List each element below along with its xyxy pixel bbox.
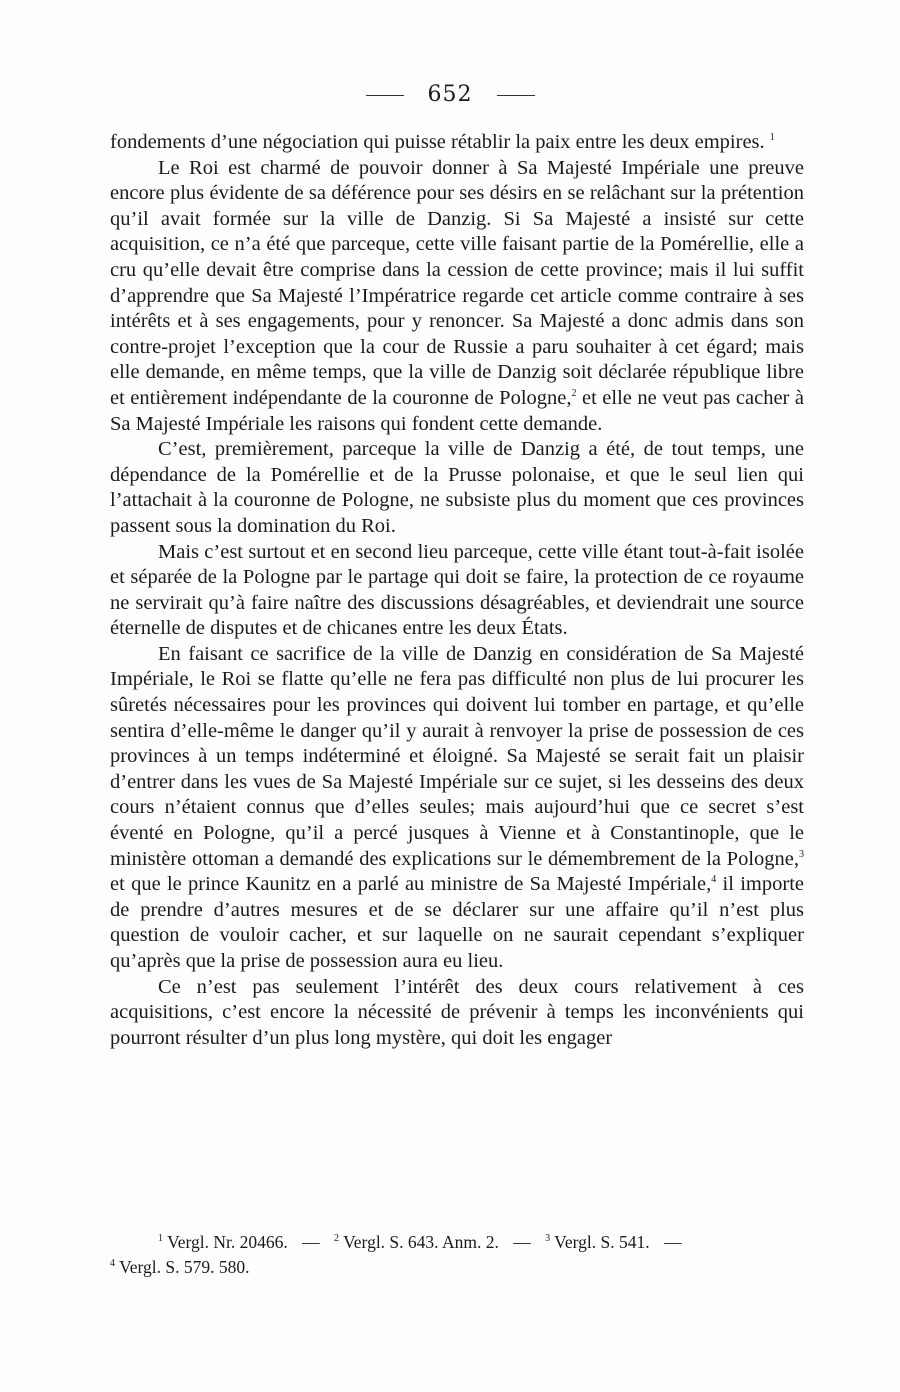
paragraph-0-text: fondements d’une négociation qui puisse rétablir la paix entre les deux empires.: [110, 131, 765, 153]
paragraph-1: [110, 156, 804, 438]
paragraph-2: [110, 437, 804, 539]
paragraph-1-text-a: Le Roi est charmé de pouvoir donner à Sa Majesté Impériale une preuve encore plus évidente de sa déférence pour ses désirs en se relâchant sur la prétention qu’il avait formée sur la ville de Danzig. Si Sa Majesté a insisté sur cette acquisition, ce n’a été que parceque, cette ville faisant partie de la Pomérellie, elle a cru qu’elle devait être comprise dans la cession de cette province; mais il lui suffit d’apprendre que Sa Majesté l’Impératrice regarde cet article comme contraire à ses intérêts et à ses engagements, pour y renoncer. Sa Majesté a donc admis dans son contre-projet l’exception que la cour de Russie a paru souhaiter à cet égard; mais elle demande, en même temps, que la ville de Danzig soit déclarée république libre et entièrement indépendante de la couronne de Pologne,: [110, 156, 804, 409]
footnote-ref-2: 2: [571, 388, 577, 400]
paragraph-3: [110, 540, 804, 642]
paragraph-5: [110, 975, 804, 1052]
footnote-separator: —: [513, 1232, 531, 1252]
paragraph-4-text-a: En faisant ce sacrifice de la ville de Danzig en considération de Sa Majesté Impériale, le Roi se flatte qu’elle ne fera pas difficulté non plus de lui procurer les sûretés nécessaires pour les provinces qui doivent lui tomber en partage, et qu’elle sentira d’elle-même le danger qu’il y aurait à renvoyer la prise de possession de ces provinces à un temps indéterminé et éloigné. Sa Majesté se serait fait un plaisir d’entrer dans les vues de Sa Majesté Impériale sur ce sujet, si les desseins des deux cours n’étaient connus que d’elles seules; mais aujourd’hui que ce secret s’est éventé en Pologne, qu’il a percé jusques à Vienne et à Constantinople, que le ministère ottoman a demandé des explications sur le démembrement de la Pologne,: [110, 642, 804, 870]
paragraph-0: [110, 130, 804, 156]
footnotes: [110, 1230, 804, 1280]
footnote-ref-3: 3: [799, 848, 804, 860]
page-header: [0, 82, 900, 107]
footnote-mark-2: 2: [334, 1233, 340, 1245]
footnote-1: Vergl. Nr. 20466.: [167, 1232, 288, 1252]
footnote-4: Vergl. S. 579. 580.: [119, 1257, 250, 1277]
body-text: [110, 130, 804, 1051]
paragraph-5-text: Ce n’est pas seulement l’intérêt des deux cours relativement à ces acquisitions, c’est encore la nécessité de prévenir à temps les inconvénients qui pourront résulter d’un plus long mystère, qui doit les engager: [110, 975, 804, 1049]
paragraph-4-text-c: il importe de prendre d’autres mesures et de se déclarer sur une affaire qu’il n’est plus question de vouloir cacher, et sur laquelle on ne saurait cependant s’expliquer qu’après que la prise de possession aura eu lieu.: [110, 873, 804, 972]
header-rule-left: [366, 95, 404, 96]
footnote-line-1: [110, 1230, 804, 1255]
footnote-2: Vergl. S. 643. Anm. 2.: [343, 1232, 499, 1252]
header-rule-right: [497, 95, 535, 96]
paragraph-4-text-b: et que le prince Kaunitz en a parlé au ministre de Sa Majesté Impériale,: [110, 873, 712, 896]
footnote-mark-4: 4: [110, 1258, 115, 1270]
paragraph-1-text-b: et elle ne veut pas cacher à Sa Majesté Impériale les raisons qui fondent cette demande.: [110, 386, 804, 435]
footnote-separator: —: [302, 1232, 320, 1252]
footnote-3: Vergl. S. 541.: [554, 1232, 650, 1252]
page-number: 652: [427, 82, 473, 107]
footnote-ref-4: 4: [711, 874, 717, 886]
footnote-separator: —: [663, 1232, 682, 1252]
paragraph-3-text: Mais c’est surtout et en second lieu parceque, cette ville étant tout-à-fait isolée et séparée de la Pologne par le partage qui doit se faire, la protection de ce royaume ne servirait qu’à faire naître des discussions désagréables, et deviendrait une source éternelle de disputes et de chicanes entre les deux États.: [110, 540, 804, 640]
footnote-ref-1: 1: [769, 132, 775, 144]
footnote-line-2: [110, 1255, 804, 1280]
paragraph-4: [110, 642, 804, 975]
footnote-mark-3: 3: [545, 1233, 551, 1245]
footnote-mark-1: 1: [158, 1233, 163, 1245]
paragraph-2-text: C’est, premièrement, parceque la ville de Danzig a été, de tout temps, une dépendance de la Pomérellie et de la Prusse polonaise, et que le seul lien qui l’attachait à la couronne de Pologne, ne subsiste plus du moment que ces provinces passent sous la domination du Roi.: [110, 438, 804, 537]
